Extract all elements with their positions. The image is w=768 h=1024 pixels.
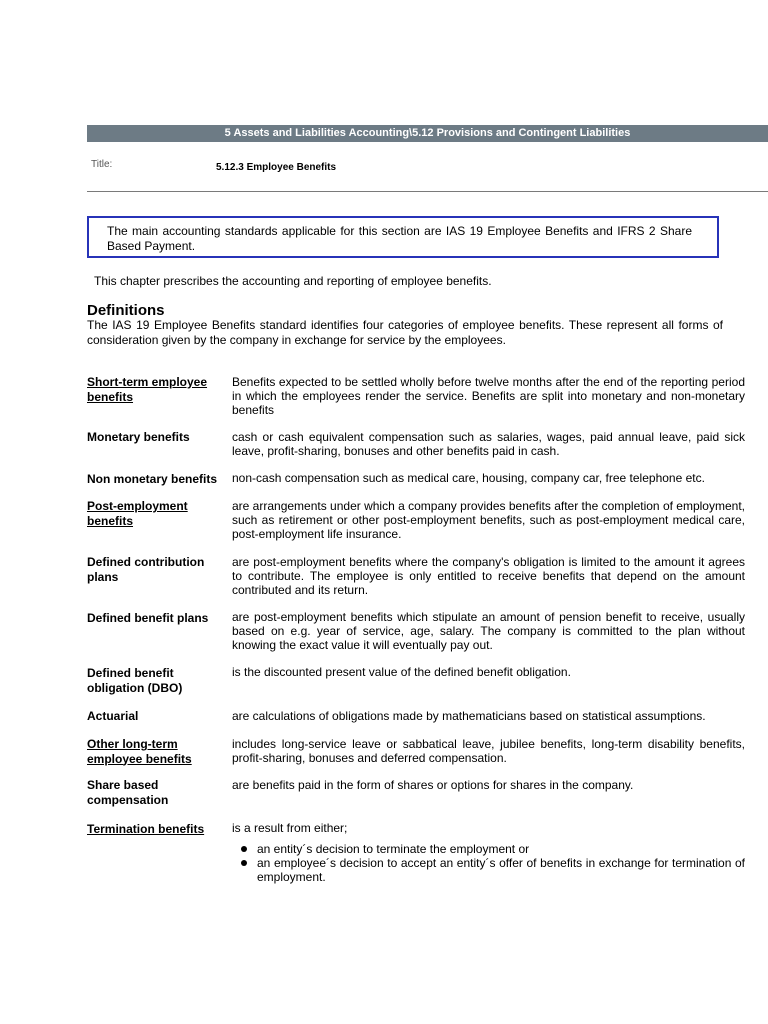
term-termination-benefits: Termination benefits xyxy=(87,822,205,836)
desc-share-based-compensation: are benefits paid in the form of shares or options for shares in the company. xyxy=(232,778,634,792)
title-divider xyxy=(87,191,768,192)
desc-actuarial: are calculations of obligations made by mathematicians based on statistical assumptions. xyxy=(232,709,706,723)
title-label: Title: xyxy=(91,159,113,170)
standards-note-box: The main accounting standards applicable for this section are IAS 19 Employee Benefits and IFRS 2 Share Based Payment. xyxy=(87,216,719,258)
chapter-intro: This chapter prescribes the accounting and reporting of employee benefits. xyxy=(94,274,492,288)
desc-termination-benefits: is a result from either; xyxy=(232,821,348,835)
list-item-text: an employee´s decision to accept an entity´s offer of benefits in exchange for termination of employment. xyxy=(257,856,745,884)
list-item xyxy=(232,842,745,856)
list-item-text: an entity´s decision to terminate the employment or xyxy=(257,842,530,856)
termination-benefits-list xyxy=(232,842,745,884)
term-defined-contribution-plans: Defined contribution plans xyxy=(87,555,205,584)
term-short-term-employee-benefits: Short-term employee benefits xyxy=(87,375,208,404)
desc-defined-benefit-obligation: is the discounted present value of the defined benefit obligation. xyxy=(232,665,571,679)
list-item xyxy=(232,856,745,884)
term-post-employment-benefits: Post-employment benefits xyxy=(87,499,188,528)
title-row xyxy=(87,156,768,180)
desc-monetary-benefits: cash or cash equivalent compensation such as salaries, wages, paid annual leave, paid sick leave, profit-sharing, bonuses and other benefits paid in cash. xyxy=(232,430,745,458)
term-share-based-compensation: Share based compensation xyxy=(87,778,169,807)
term-non-monetary-benefits: Non monetary benefits xyxy=(87,472,218,486)
desc-other-long-term-employee-benefits: includes long-service leave or sabbatical leave, jubilee benefits, long-term disability benefits, profit-sharing, bonuses and deferred compensation. xyxy=(232,737,745,765)
desc-post-employment-benefits: are arrangements under which a company provides benefits after the completion of employment, such as retirement or other post-employment benefits, such as post-employment medical care, post-employment life insurance. xyxy=(232,499,745,541)
bullet-icon xyxy=(241,860,247,866)
term-defined-benefit-obligation: Defined benefit obligation (DBO) xyxy=(87,666,183,695)
title-value: 5.12.3 Employee Benefits xyxy=(216,162,337,173)
desc-short-term-employee-benefits: Benefits expected to be settled wholly before twelve months after the end of the reporting period in which the employees render the service. Benefits are split into monetary and non-monetary benefits xyxy=(232,375,745,417)
term-actuarial: Actuarial xyxy=(87,709,139,723)
desc-defined-contribution-plans: are post-employment benefits where the company's obligation is limited to the amount it agrees to contribute. The employee is only entitled to receive benefits that depend on the amount contributed and its return. xyxy=(232,555,745,597)
desc-defined-benefit-plans: are post-employment benefits which stipulate an amount of pension benefit to receive, usually based on e.g. year of service, age, salary. The company is committed to the plan without knowing the exact value it will eventually pay out. xyxy=(232,610,745,652)
bullet-icon xyxy=(241,846,247,852)
definitions-intro: The IAS 19 Employee Benefits standard identifies four categories of employee benefits. These represent all forms of consideration given by the company in exchange for service by the employees. xyxy=(87,318,723,347)
desc-non-monetary-benefits: non-cash compensation such as medical care, housing, company car, free telephone etc. xyxy=(232,471,705,485)
definitions-heading: Definitions xyxy=(87,302,165,319)
term-monetary-benefits: Monetary benefits xyxy=(87,430,190,444)
term-defined-benefit-plans: Defined benefit plans xyxy=(87,611,209,625)
term-other-long-term-employee-benefits: Other long-term employee benefits xyxy=(87,737,192,766)
section-path-bar: 5 Assets and Liabilities Accounting\5.12 Provisions and Contingent Liabilities xyxy=(87,125,768,142)
